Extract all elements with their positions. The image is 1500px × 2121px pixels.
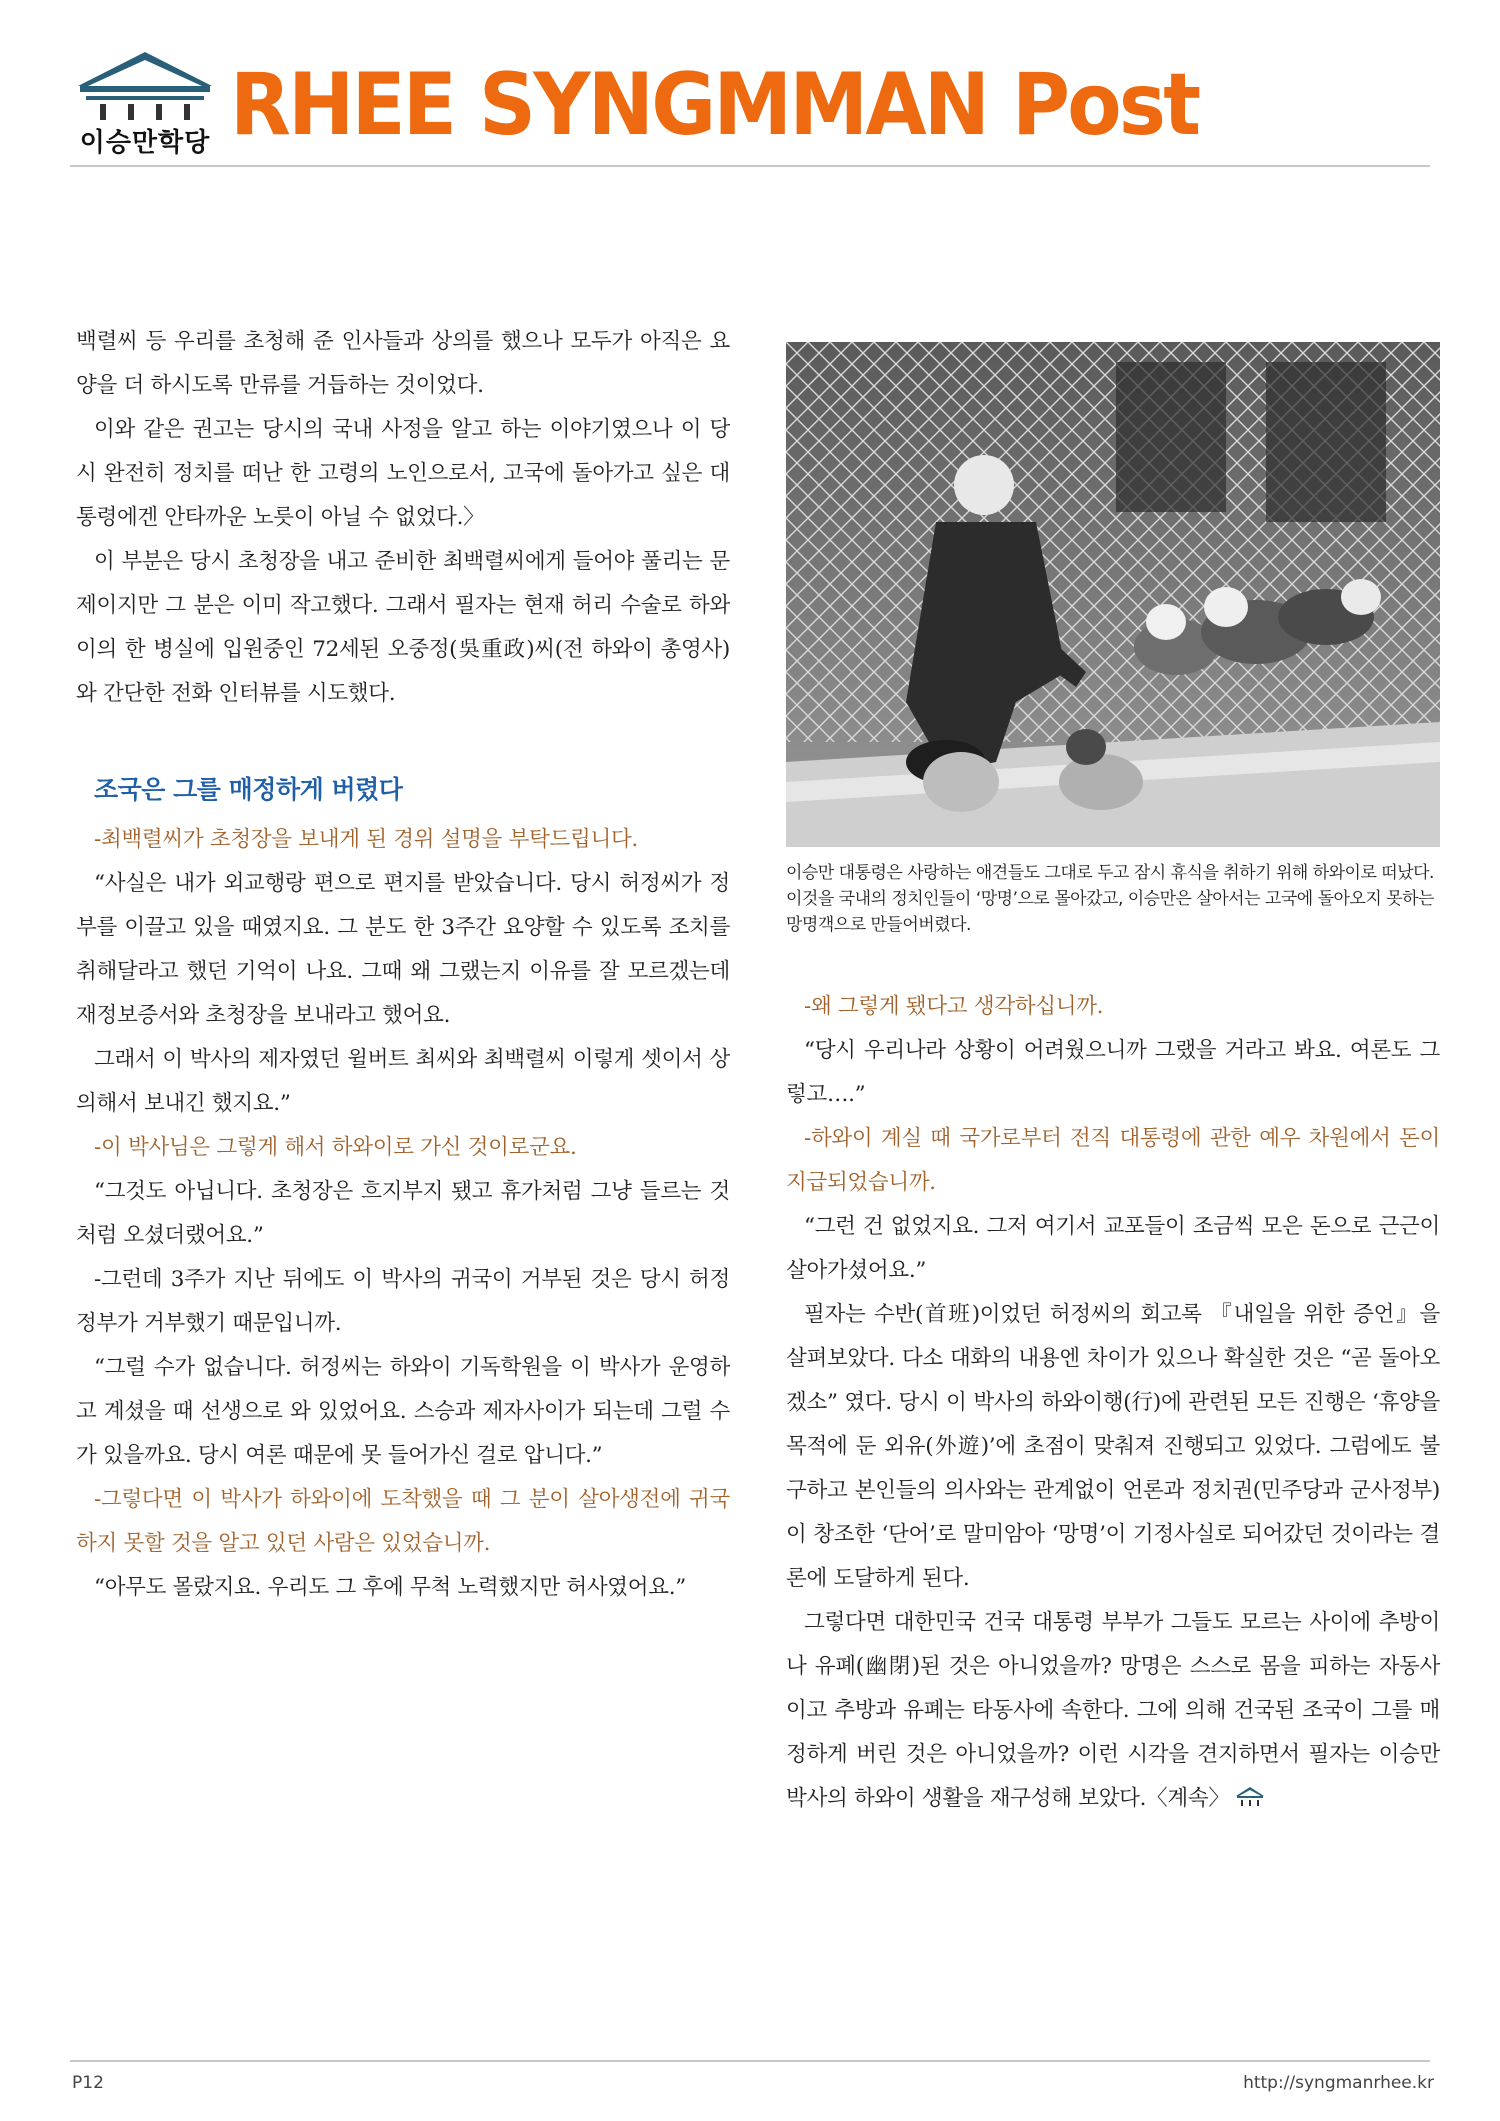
website-url[interactable]: http://syngmanrhee.kr — [1243, 2073, 1434, 2093]
interview-question: -왜 그렇게 됐다고 생각하십니까. — [804, 994, 1104, 1019]
school-logo — [70, 50, 220, 160]
house-icon — [70, 50, 220, 124]
interview-question: -하와이 계실 때 국가로부터 전직 대통령에 관한 예우 차원에서 돈이 지급되었습니까. — [786, 1126, 1440, 1195]
publication-title: RHEE SYNGMMAN Post — [230, 55, 1199, 155]
paragraph: “당시 우리나라 상황이 어려웠으니까 그랬을 거라고 봐요. 여론도 그렇고….” — [786, 1038, 1440, 1107]
interview-question: -이 박사님은 그렇게 해서 하와이로 가신 것이로군요. — [94, 1135, 577, 1160]
interview-question: -그렇다면 이 박사가 하와이에 도착했을 때 그 분이 살아생전에 귀국하지 못할 것을 알고 있던 사람은 있었습니까. — [76, 1487, 730, 1556]
article-left-column — [76, 320, 730, 1610]
interview-question: -최백렬씨가 초청장을 보내게 된 경위 설명을 부탁드립니다. — [94, 827, 638, 852]
paragraph: 필자는 수반(首班)이었던 허정씨의 회고록 『내일을 위한 증언』을 살펴보았다. 다소 대화의 내용엔 차이가 있으나 확실한 것은 “곧 돌아오겠소” 였다. 당시 이 박사의 하와이행(行)에 관련된 모든 진행은 ‘휴양을 목적에 둔 외유(外遊)’에 초점이 맞춰져 진행되고 있었다. 그럼에도 불구하고 본인들의 의사와는 관계없이 언론과 정치권(민주당과 군사정부)이 창조한 ‘단어’로 말미암아 ‘망명’이 기정사실로 되어갔던 것이라는 결론에 도달하게 된다. — [786, 1302, 1440, 1591]
paragraph: -그런데 3주가 지난 뒤에도 이 박사의 귀국이 거부된 것은 당시 허정 정부가 거부했기 때문입니까. — [76, 1267, 730, 1336]
article-right-column — [786, 985, 1440, 1821]
paragraph: 그렇다면 대한민국 건국 대통령 부부가 그들도 모르는 사이에 추방이나 유폐(幽閉)된 것은 아니었을까? 망명은 스스로 몸을 피하는 자동사이고 추방과 유폐는 타동사에 속한다. 그에 의해 건국된 조국이 그를 매정하게 버린 것은 아니었을까? 이런 시각을 견지하면서 필자는 이승만 박사의 하와이 생활을 재구성해 보았다.〈계속〉 — [786, 1610, 1440, 1811]
section-heading: 조국은 그를 매정하게 버렸다 — [94, 775, 403, 804]
paragraph: “그런 건 없었지요. 그저 여기서 교포들이 조금씩 모은 돈으로 근근이 살아가셨어요.” — [786, 1214, 1440, 1283]
paragraph: “그것도 아닙니다. 초청장은 흐지부지 됐고 휴가처럼 그냥 들르는 것처럼 오셨더랬어요.” — [76, 1179, 730, 1248]
paragraph: 이 부분은 당시 초청장을 내고 준비한 최백렬씨에게 들어야 풀리는 문제이지만 그 분은 이미 작고했다. 그래서 필자는 현재 허리 수술로 하와이의 한 병실에 입원중인 72세된 오중정(吳重政)씨(전 하와이 총영사)와 간단한 전화 인터뷰를 시도했다. — [76, 549, 730, 706]
paragraph: “아무도 몰랐지요. 우리도 그 후에 무척 노력했지만 허사였어요.” — [94, 1575, 686, 1600]
paragraph: 그래서 이 박사의 제자였던 윌버트 최씨와 최백렬씨 이렇게 셋이서 상의해서 보내긴 했지요.” — [76, 1047, 730, 1116]
header-divider — [70, 165, 1430, 167]
photo-caption — [786, 860, 1446, 938]
caption-text: 이승만 대통령은 사랑하는 애견들도 그대로 두고 잠시 휴식을 취하기 위해 하와이로 떠났다. 이것을 국내의 정치인들이 ‘망명’으로 몰아갔고, 이승만은 살아서는 고국에 돌아오지 못하는 망명객으로 만들어버렸다. — [786, 863, 1434, 935]
footer-divider — [70, 2060, 1430, 2062]
masthead — [70, 50, 1430, 160]
paragraph: “그럴 수가 없습니다. 허정씨는 하와이 기독학원을 이 박사가 운영하고 계셨을 때 선생으로 와 있었어요. 스승과 제자사이가 되는데 그럴 수가 있을까요. 당시 여론 때문에 못 들어가신 걸로 압니다.” — [76, 1355, 730, 1468]
logo-text: 이승만학당 — [79, 128, 211, 158]
end-mark-icon — [1234, 1786, 1266, 1812]
page-number: P12 — [72, 2073, 104, 2093]
paragraph: 백렬씨 등 우리를 초청해 준 인사들과 상의를 했으나 모두가 아직은 요양을 더 하시도록 만류를 거듭하는 것이었다. — [76, 329, 730, 398]
paragraph: 이와 같은 권고는 당시의 국내 사정을 알고 하는 이야기였으나 이 당시 완전히 정치를 떠난 한 고령의 노인으로서, 고국에 돌아가고 싶은 대통령에겐 안타까운 노릇이 아닐 수 없었다.〉 — [76, 417, 730, 530]
photo-illustration — [786, 342, 1440, 847]
paragraph: “사실은 내가 외교행랑 편으로 편지를 받았습니다. 당시 허정씨가 정부를 이끌고 있을 때였지요. 그 분도 한 3주간 요양할 수 있도록 조치를 취해달라고 했던 기억이 나요. 그때 왜 그랬는지 이유를 잘 모르겠는데 재정보증서와 초청장을 보내라고 했어요. — [76, 871, 730, 1028]
article-photo — [786, 342, 1440, 847]
